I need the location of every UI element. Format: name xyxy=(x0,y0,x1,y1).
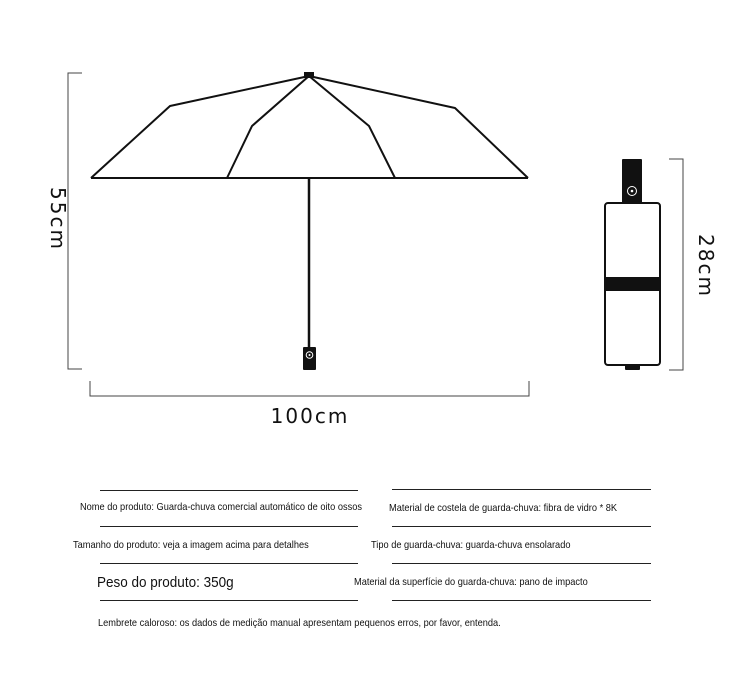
folded-length-dimension-label: 28cm xyxy=(694,234,718,298)
spec-product-weight: Peso do produto: 350g xyxy=(97,574,234,591)
spec-rule-1-left xyxy=(100,490,358,491)
spec-warm-reminder: Lembrete caloroso: os dados de medição manual apresentam pequenos erros, por favor, entenda. xyxy=(98,617,501,629)
spec-rule-3-left xyxy=(100,563,358,564)
spec-product-name: Nome do produto: Guarda-chuva comercial automático de oito ossos xyxy=(80,501,362,513)
dimension-line-width xyxy=(90,381,529,396)
dimension-line-folded xyxy=(669,159,683,370)
spec-surface-material: Material da superfície do guarda-chuva: pano de impacto xyxy=(354,576,588,588)
umbrella-canopy-outline xyxy=(91,76,528,178)
spec-rule-4-left xyxy=(100,600,358,601)
spec-product-size: Tamanho do produto: veja a imagem acima para detalhes xyxy=(73,539,309,551)
folded-umbrella-handle xyxy=(622,159,642,204)
width-dimension-label: 100cm xyxy=(270,404,350,428)
open-umbrella xyxy=(91,76,528,178)
spec-rib-material: Material de costela de guarda-chuva: fibra de vidro * 8K xyxy=(389,502,618,514)
umbrella-tip xyxy=(304,72,314,78)
spec-rule-4-right xyxy=(392,600,651,601)
folded-umbrella-tip xyxy=(625,364,640,370)
height-dimension-label: 55cm xyxy=(46,187,70,251)
spec-rule-2-left xyxy=(100,526,358,527)
spec-rule-3-right xyxy=(392,563,651,564)
folded-umbrella-strap xyxy=(605,277,660,291)
spec-rule-2-right xyxy=(392,526,651,527)
umbrella-inner-ribs xyxy=(227,76,395,178)
dimension-line-height xyxy=(68,73,82,369)
spec-rule-1-right xyxy=(392,489,651,490)
spec-umbrella-type: Tipo de guarda-chuva: guarda-chuva ensolarado xyxy=(371,539,571,551)
